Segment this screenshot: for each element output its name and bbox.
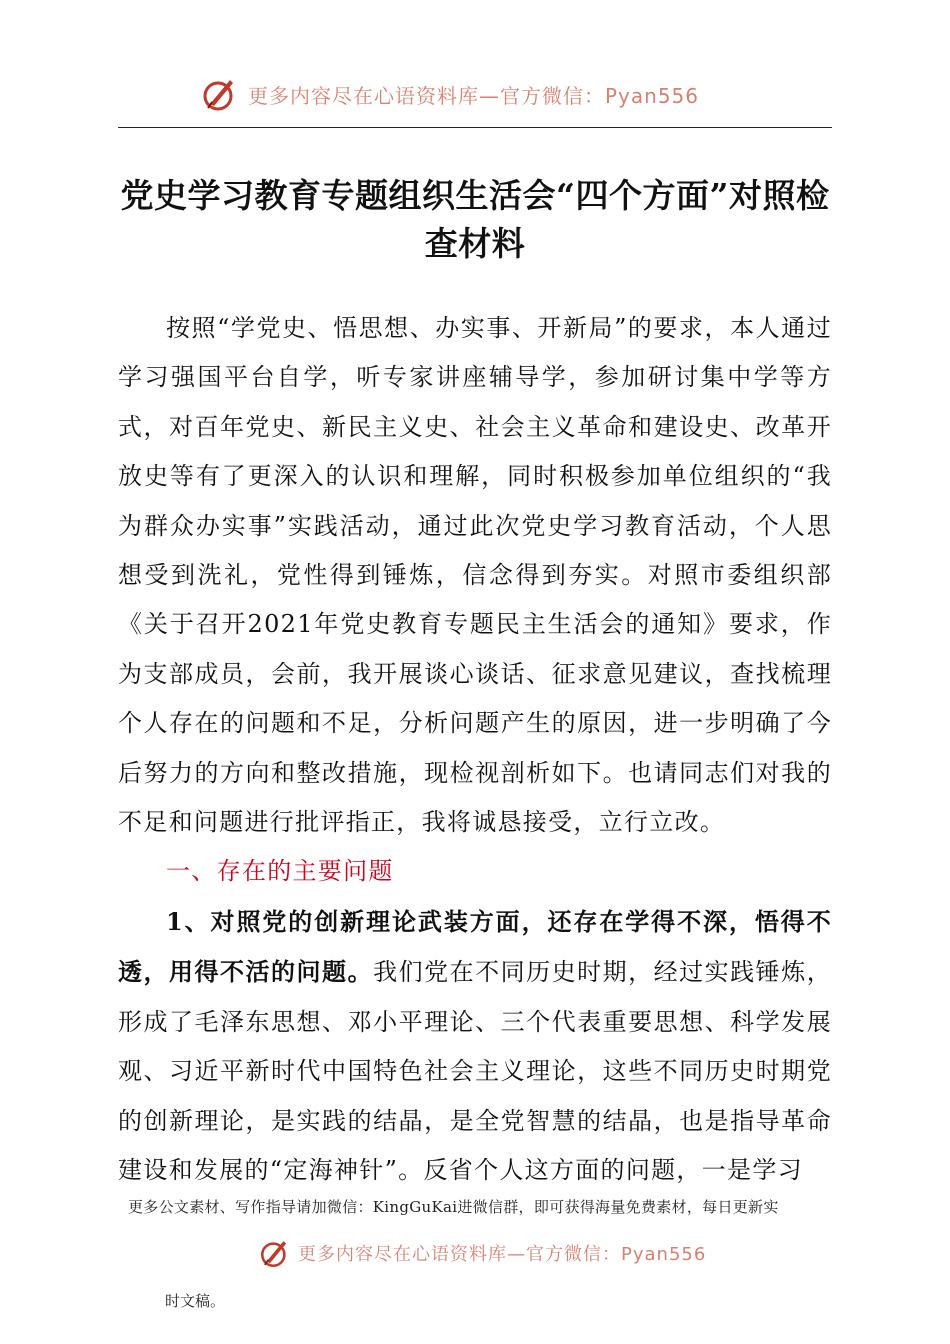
- document-title: 党史学习教育专题组织生活会“四个方面”对照检查材料: [120, 176, 830, 263]
- header-divider: [118, 127, 832, 128]
- footer-tail: 时文稿。: [165, 1292, 226, 1310]
- footer-banner: [258, 1234, 778, 1272]
- header-banner: [200, 72, 760, 116]
- item-1-paragraph: [118, 897, 832, 1195]
- header-banner-text: 更多内容尽在心语资料库—官方微信：Pyan556: [248, 83, 700, 108]
- item-1-lead: 1、对照党的创新理论武装方面，还存在学得不深，悟得不透，用得不活的问题。: [118, 906, 832, 987]
- footer-banner-text: 更多内容尽在心语资料库—官方微信：Pyan556: [298, 1244, 707, 1265]
- footer-quill-logo-icon: [258, 1236, 292, 1270]
- footer-note: 更多公文素材、写作指导请加微信：KingGuKai进微信群，即可获得海量免费素材，每日更新实: [128, 1198, 779, 1216]
- quill-logo-icon: [200, 74, 240, 114]
- document-body: [118, 304, 832, 1195]
- item-1-text: 我们党在不同历史时期，经过实践锤炼，形成了毛泽东思想、邓小平理论、三个代表重要思想、科学发展观、习近平新时代中国特色社会主义理论，这些不同历史时期党的创新理论，是实践的结晶，是全党智慧的结晶，也是指导革命建设和发展的“定海神针”。反省个人这方面的问题，一是学习: [118, 958, 832, 1184]
- section-heading: 一、存在的主要问题: [166, 857, 394, 886]
- intro-paragraph: 按照“学党史、悟思想、办实事、开新局”的要求，本人通过学习强国平台自学，听专家讲座辅导学，参加研讨集中学等方式，对百年党史、新民主义史、社会主义革命和建设史、改革开放史等有了更深入的认识和理解，同时积极参加单位组织的“我为群众办实事”实践活动，通过此次党史学习教育活动，个人思想受到洗礼，党性得到锤炼，信念得到夯实。对照市委组织部《关于召开2021年党史教育专题民主生活会的通知》要求，作为支部成员，会前，我开展谈心谈话、征求意见建议，查找梳理个人存在的问题和不足，分析问题产生的原因，进一步明确了今后努力的方向和整改措施，现检视剖析如下。也请同志们对我的不足和问题进行批评指正，我将诚恳接受，立行立改。: [118, 314, 832, 837]
